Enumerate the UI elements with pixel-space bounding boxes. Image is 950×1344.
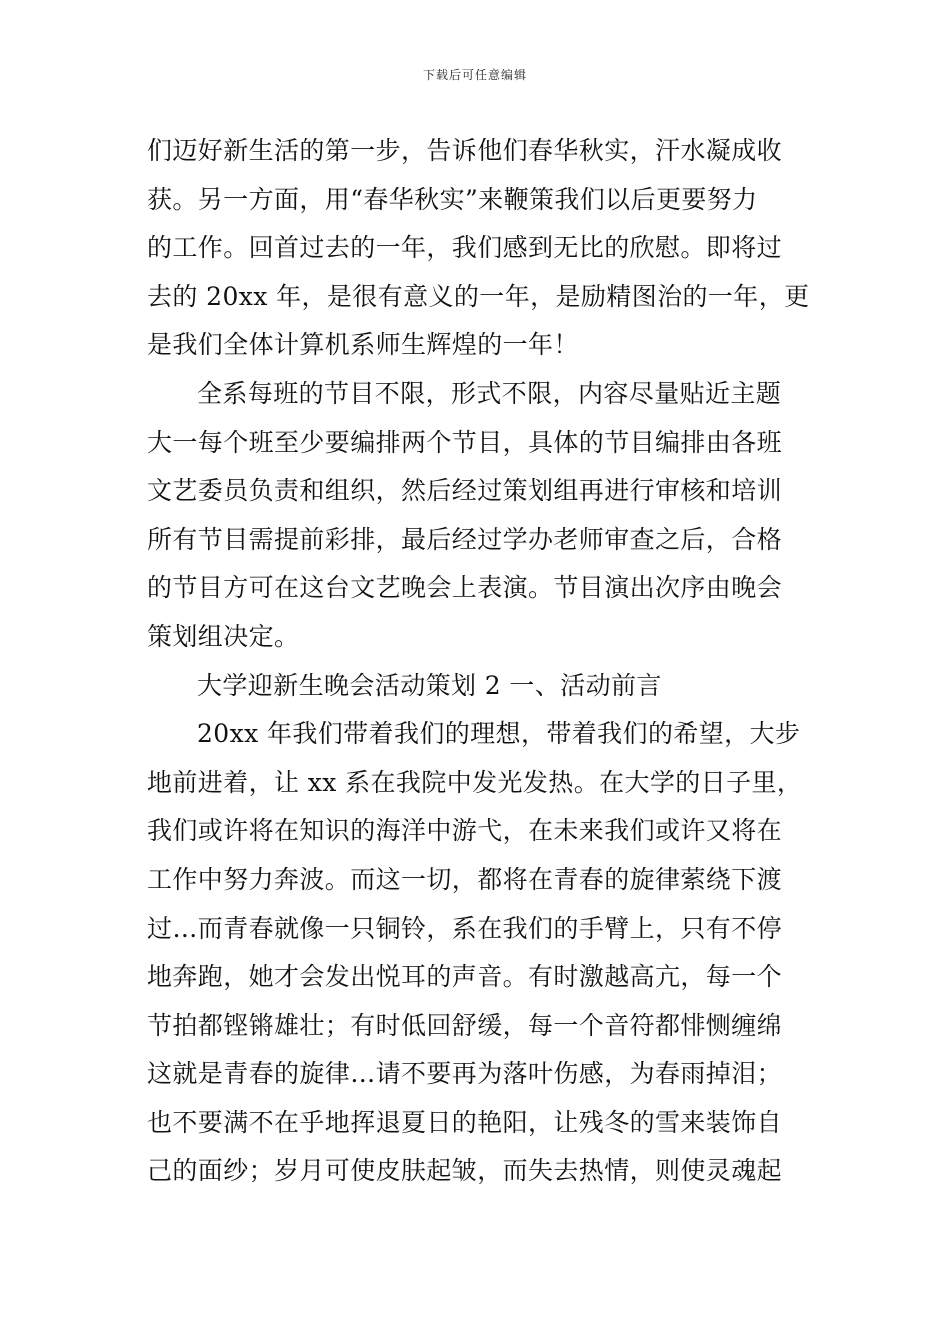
text-line: 这就是青春的旋律…请不要再为落叶伤感，为春雨掉泪；: [147, 1059, 783, 1089]
document-body: [147, 127, 812, 1196]
section-heading: 大学迎新生晚会活动策划 2 一、活动前言: [197, 670, 662, 700]
text-line: 也不要满不在乎地挥退夏日的艳阳，让残冬的雪来装饰自: [147, 1107, 783, 1137]
paragraph-start-line: 全系每班的节目不限，形式不限，内容尽量贴近主题: [197, 378, 782, 408]
text-line: 是我们全体计算机系师生辉煌的一年！: [147, 330, 579, 360]
text-line: 所有节目需提前彩排，最后经过学办老师审查之后，合格: [147, 524, 783, 554]
text-line: 的节目方可在这台文艺晚会上表演。节目演出次序由晚会: [147, 573, 783, 603]
text-line: 节拍都铿锵雄壮；有时低回舒缓，每一个音符都悱恻缠绵: [147, 1010, 783, 1040]
text-line: 我们或许将在知识的海洋中游弋，在未来我们或许又将在: [147, 816, 783, 846]
text-line: 获。另一方面，用“春华秋实”来鞭策我们以后更要努力: [147, 184, 758, 214]
page-header: 下载后可任意编辑: [422, 68, 527, 82]
text-line: 文艺委员负责和组织，然后经过策划组再进行审核和培训: [147, 476, 783, 506]
text-line: 工作中努力奔波。而这一切，都将在青春的旋律萦绕下渡: [147, 864, 783, 894]
text-line: 们迈好新生活的第一步，告诉他们春华秋实，汗水凝成收: [147, 136, 783, 165]
text-line: 策划组决定。: [147, 621, 300, 651]
text-line: 地奔跑，她才会发出悦耳的声音。有时激越高亢，每一个: [147, 962, 783, 992]
text-line: 地前进着，让 xx 系在我院中发光发热。在大学的日子里，: [147, 767, 803, 797]
text-line: 去的 20xx 年，是很有意义的一年，是励精图治的一年，更: [147, 281, 810, 311]
text-line: 己的面纱；岁月可使皮肤起皱，而失去热情，则使灵魂起: [147, 1156, 783, 1186]
text-line: 过…而青春就像一只铜铃，系在我们的手臂上，只有不停: [147, 913, 783, 943]
text-line: 的工作。回首过去的一年，我们感到无比的欣慰。即将过: [147, 233, 783, 263]
text-line: 大一每个班至少要编排两个节目，具体的节目编排由各班: [147, 427, 783, 457]
paragraph-start-line: 20xx 年我们带着我们的理想，带着我们的希望，大步: [197, 719, 801, 749]
